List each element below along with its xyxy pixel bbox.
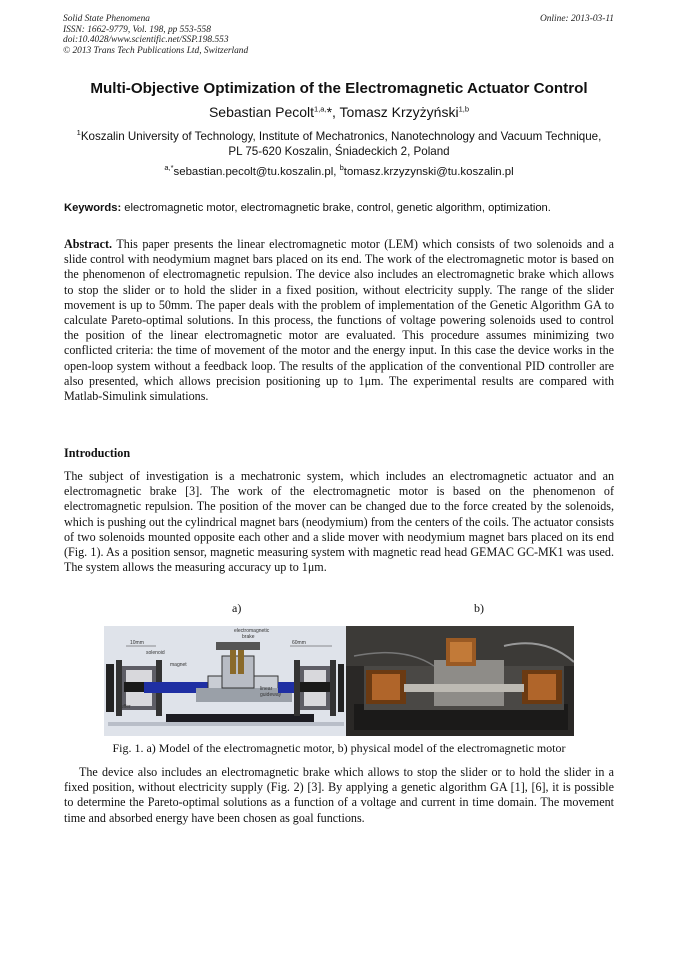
- author-separator: ,: [332, 104, 340, 120]
- section-heading-introduction: Introduction: [64, 446, 131, 460]
- doi-line: doi:10.4028/www.scientific.net/SSP.198.553: [63, 35, 229, 46]
- emails: [0, 163, 678, 178]
- affiliation: [70, 130, 608, 159]
- email-sup: b: [339, 163, 344, 173]
- intro-paragraph-1: The subject of investigation is a mechatronic system, which includes an electromagnetic actuator and an electromagnetic brake [3]. The work of the electromagnetic motor is based on the phenomenon of electromagnetic repulsion. The position of the mover can be changed due to the force created by the solenoids, which is pushing out the cylindrical magnet bars (neodymium) from the centers of the coils. The actuator consists of two solenoids mounted opposite each other and a slide mover with neodymium magnet bars placed on its end (Fig. 1). As a position sensor, magnetic measuring system with magnetic read head GEMAC GC-MK1 was used. The system allows the measuring accuracy up to 1μm.: [64, 469, 614, 575]
- keywords: [64, 202, 616, 214]
- figure-label-solenoid: solenoid: [146, 650, 165, 656]
- keywords-label: Keywords:: [64, 202, 122, 214]
- figure-label-linear: linear: [260, 686, 273, 692]
- figure-label-b: b): [474, 601, 484, 615]
- figure-label-brake-2: brake: [242, 634, 255, 640]
- cad-model-panel: [104, 626, 346, 736]
- abstract-label: Abstract.: [64, 237, 113, 251]
- abstract: [64, 237, 614, 404]
- figure-caption: Fig. 1. a) Model of the electromagnetic motor, b) physical model of the electromagnetic motor: [112, 741, 566, 755]
- author-sup: 1,a,: [314, 104, 327, 114]
- email-separator: ,: [333, 166, 340, 178]
- figure-label-10mm: 10mm: [130, 640, 144, 646]
- email-sup: a,*: [164, 163, 174, 173]
- authors: [0, 104, 678, 120]
- photo-panel: [346, 626, 574, 736]
- figure-label-guideway: guideway: [260, 692, 282, 698]
- email-link[interactable]: tomasz.krzyzynski@tu.koszalin.pl: [343, 166, 514, 178]
- journal-header: [63, 14, 248, 56]
- author-name: Sebastian Pecolt: [208, 104, 315, 120]
- author-name: Tomasz Krzyżyński: [339, 104, 459, 120]
- figure-label-a: a): [232, 601, 242, 615]
- paper-title: Multi-Objective Optimization of the Electromagnetic Actuator Control: [90, 80, 588, 97]
- journal-name: Solid State Phenomena: [63, 14, 150, 24]
- issn-line: ISSN: 1662-9779, Vol. 198, pp 553-558: [63, 24, 211, 35]
- intro-paragraph-2: The device also includes an electromagnetic brake which allows to stop the slider or to hold the slider in a fixed position, without electricity supply (Fig. 2) [3]. By applying a genetic algorithm GA [1], [6], it is possible to determine the Pareto-optimal solutions as a function of a voltage and current in time domain. The movement time and absorbed energy have been chosen as goal functions.: [64, 765, 614, 825]
- figure-1: [104, 626, 574, 736]
- email-link[interactable]: sebastian.pecolt@tu.koszalin.pl: [173, 166, 334, 178]
- keywords-text: electromagnetic motor, electromagnetic brake, control, genetic algorithm, optimization.: [121, 202, 551, 214]
- affiliation-sup: 1: [76, 128, 81, 138]
- corresponding-mark: *: [326, 104, 333, 120]
- figure-label-buffer: buffer: [118, 704, 131, 710]
- affiliation-text: Koszalin University of Technology, Institute of Mechatronics, Nanotechnology and Vacuum Technique, PL 75-620 Koszalin, Śniadeckich 2, Poland: [80, 130, 602, 158]
- copyright-line: © 2013 Trans Tech Publications Ltd, Switzerland: [63, 45, 249, 56]
- figure-label-magnet: magnet: [170, 662, 187, 668]
- online-date: Online: 2013-03-11: [539, 14, 614, 24]
- author-sup: 1,b: [458, 104, 470, 114]
- abstract-text: This paper presents the linear electromagnetic motor (LEM) which consists of two solenoids and a slide control with neodymium magnet bars placed on its end. The work of the electromagnetic motor is based on the phenomenon of electromagnetic repulsion. The device also includes an electromagnetic brake which allows to stop the slider or to hold the slider in a fixed position, without electricity supply. The range of the slider movement is up to 50mm. The paper deals with the problem of implementation of the Genetic Algorithm GA to calculate Pareto-optimal solutions. In this process, the functions of voltage powering solenoids used to control the position of the linear electromagnetic motor are evaluated. This procedure assumes minimizing two conflicted criteria: the time of movement of the motor and the energy input. In this case the device works in the open-loop system without a feedback loop. The results of the application of the conventional PID controller are also presented, which allows precision positioning up to 1μm. The experimental results are compared with Matlab-Simulink simulations.: [64, 237, 614, 404]
- figure-label-60mm: 60mm: [292, 640, 306, 646]
- figure-label-brake: electromagnetic: [234, 628, 270, 634]
